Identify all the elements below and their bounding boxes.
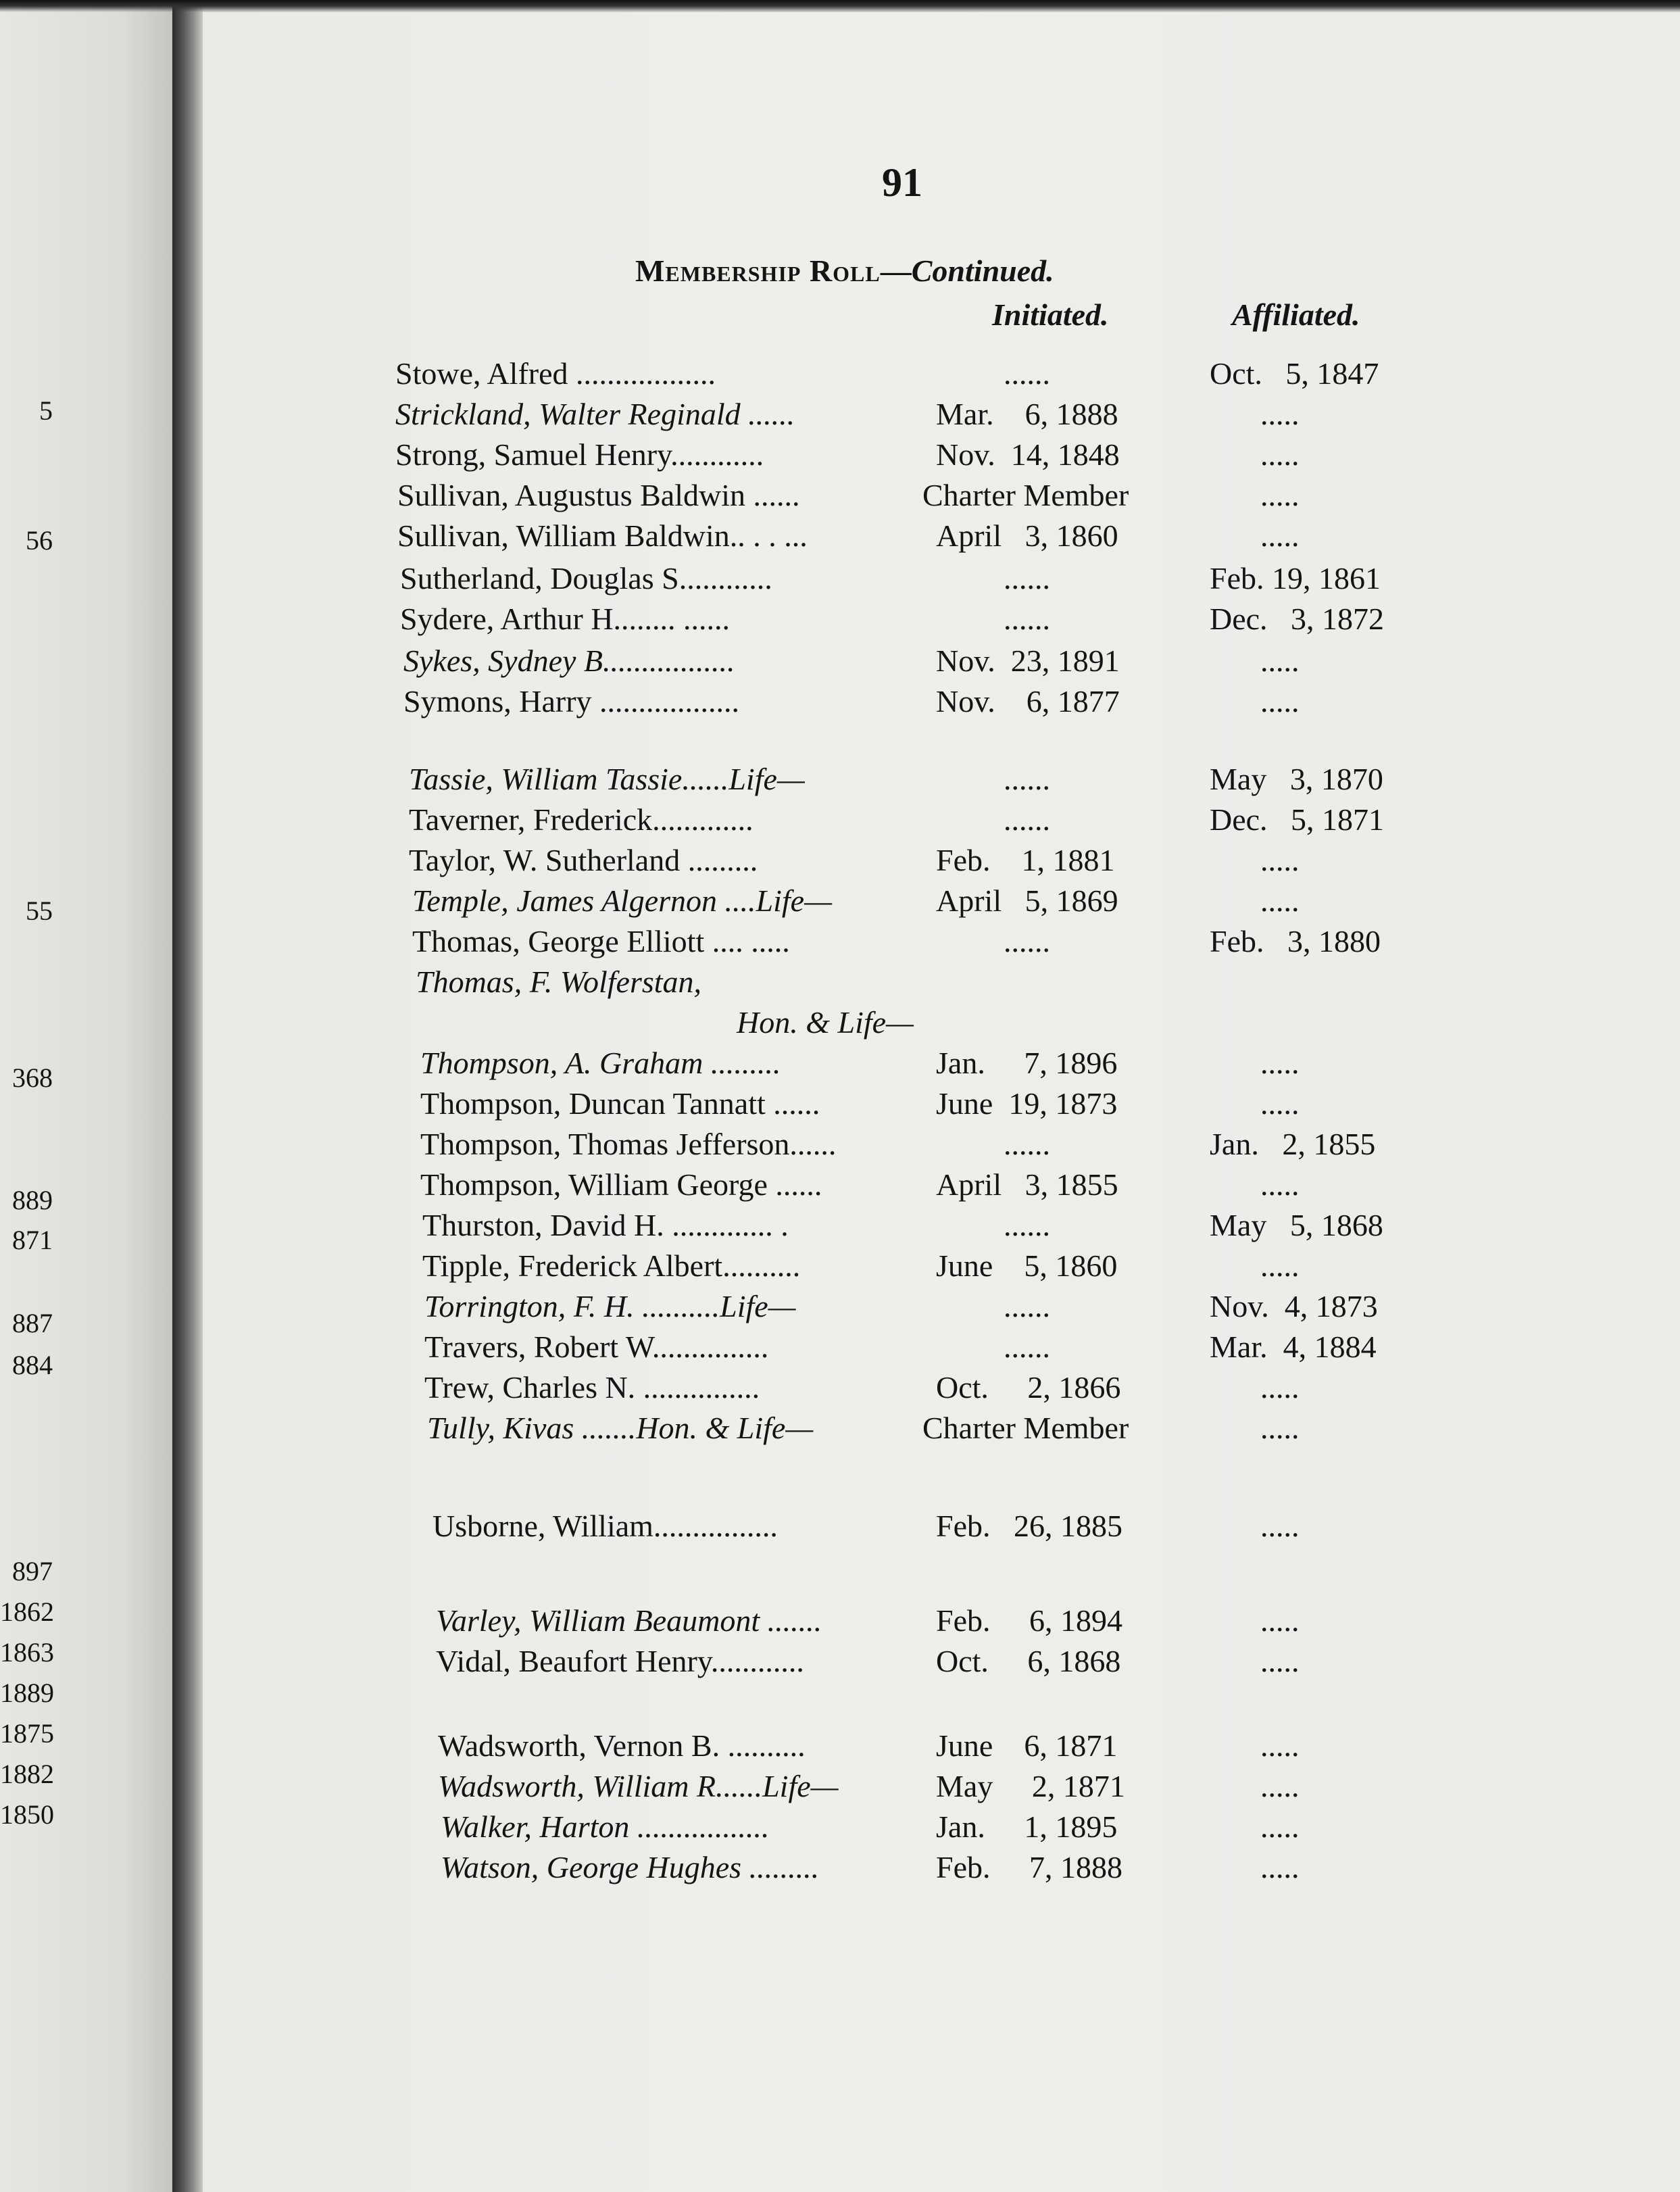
initiated-date: Nov. 6, 1877 <box>936 684 1120 719</box>
initiated-date: Mar. 6, 1888 <box>936 397 1118 431</box>
member-name: Temple, James Algernon ....Life— <box>412 883 832 918</box>
affiliated-date: ..... <box>1260 518 1300 553</box>
affiliated-date: Oct. 5, 1847 <box>1210 356 1379 391</box>
initiated-date: Nov. 14, 1848 <box>936 437 1120 472</box>
affiliated-date: Feb. 19, 1861 <box>1210 561 1381 595</box>
initiated-date: Feb. 1, 1881 <box>936 843 1115 877</box>
affiliated-date: ..... <box>1260 1046 1300 1080</box>
margin-number: 887 <box>12 1308 53 1338</box>
initiated-date: Oct. 6, 1868 <box>936 1644 1121 1678</box>
initiated-date: Feb. 6, 1894 <box>936 1603 1122 1638</box>
affiliated-date: ..... <box>1260 684 1300 719</box>
book-gutter <box>172 0 203 2192</box>
member-name: Thompson, William George ...... <box>420 1167 822 1202</box>
member-name: Sullivan, William Baldwin.. . . ... <box>397 518 808 553</box>
affiliated-date: May 3, 1870 <box>1210 762 1383 796</box>
initiated-date: ...... <box>1004 1127 1050 1161</box>
affiliated-date: ..... <box>1260 1769 1300 1803</box>
member-name: Thompson, Duncan Tannatt ...... <box>420 1086 820 1121</box>
affiliated-date: ..... <box>1260 1370 1300 1405</box>
member-name: Sutherland, Douglas S............ <box>400 561 772 595</box>
affiliated-date: ..... <box>1260 883 1300 918</box>
affiliated-date: ..... <box>1260 1728 1300 1763</box>
heading-title: Membership Roll <box>635 253 881 288</box>
affiliated-date: Feb. 3, 1880 <box>1210 924 1381 958</box>
initiated-date: May 2, 1871 <box>936 1769 1125 1803</box>
member-name: Wadsworth, William R......Life— <box>438 1769 839 1803</box>
affiliated-date: Jan. 2, 1855 <box>1210 1127 1376 1161</box>
member-name: Watson, George Hughes ......... <box>441 1850 820 1884</box>
affiliated-date: ..... <box>1260 1509 1300 1543</box>
margin-number: 1862 <box>0 1597 54 1627</box>
member-name: Walker, Harton ................. <box>441 1809 770 1844</box>
initiated-date: June 19, 1873 <box>936 1086 1118 1121</box>
member-name: Symons, Harry .................. <box>403 684 740 719</box>
affiliated-date: ..... <box>1260 1644 1300 1678</box>
affiliated-date: ..... <box>1260 397 1300 431</box>
initiated-date: April 5, 1869 <box>936 883 1118 918</box>
margin-number: 889 <box>12 1185 53 1215</box>
member-name: Vidal, Beaufort Henry............ <box>436 1644 804 1678</box>
heading-continued: Continued. <box>911 253 1054 288</box>
affiliated-date: May 5, 1868 <box>1210 1208 1383 1242</box>
affiliated-date: ..... <box>1260 1809 1300 1844</box>
affiliated-date: ..... <box>1260 1603 1300 1638</box>
margin-number: 1882 <box>0 1759 54 1789</box>
member-name: Tipple, Frederick Albert.......... <box>422 1248 801 1283</box>
initiated-date: Nov. 23, 1891 <box>936 643 1120 678</box>
margin-number: 1889 <box>0 1678 54 1708</box>
initiated-date: Charter Member <box>922 478 1129 512</box>
initiated-date: Charter Member <box>922 1411 1129 1445</box>
page-number: 91 <box>882 160 922 205</box>
initiated-date: ...... <box>1004 762 1050 796</box>
initiated-date: ...... <box>1004 602 1050 636</box>
initiated-date: June 6, 1871 <box>936 1728 1118 1763</box>
affiliated-date: ..... <box>1260 1850 1300 1884</box>
initiated-date: Jan. 1, 1895 <box>936 1809 1118 1844</box>
initiated-date: ...... <box>1004 356 1050 391</box>
margin-number: 884 <box>12 1350 53 1380</box>
heading-dash: — <box>880 253 912 288</box>
margin-number: 1863 <box>0 1637 54 1667</box>
initiated-date: April 3, 1860 <box>936 518 1118 553</box>
member-name: Taylor, W. Sutherland ......... <box>409 843 758 877</box>
affiliated-date: ..... <box>1260 643 1300 678</box>
affiliated-date: Dec. 5, 1871 <box>1210 802 1385 837</box>
member-name: Travers, Robert W............... <box>424 1330 769 1364</box>
member-name: Thomas, F. Wolferstan, <box>416 965 702 999</box>
member-name: Thompson, Thomas Jefferson...... <box>420 1127 837 1161</box>
margin-number: 368 <box>12 1063 53 1093</box>
margin-number: 871 <box>12 1225 53 1255</box>
initiated-date: Feb. 7, 1888 <box>936 1850 1122 1884</box>
margin-number: 55 <box>26 896 53 926</box>
member-name: Wadsworth, Vernon B. .......... <box>438 1728 806 1763</box>
page-heading <box>635 255 1176 287</box>
margin-number: 1850 <box>0 1799 54 1830</box>
scan-top-edge <box>0 0 1680 12</box>
margin-number: 5 <box>39 395 53 426</box>
member-name: Torrington, F. H. ..........Life— <box>424 1289 796 1323</box>
affiliated-date: ..... <box>1260 843 1300 877</box>
member-name: Stowe, Alfred .................. <box>395 356 716 391</box>
affiliated-date: Mar. 4, 1884 <box>1210 1330 1377 1364</box>
member-name: Tully, Kivas .......Hon. & Life— <box>427 1411 814 1445</box>
member-name: Strong, Samuel Henry............ <box>395 437 764 472</box>
member-name: Tassie, William Tassie......Life— <box>409 762 805 796</box>
initiated-date: Oct. 2, 1866 <box>936 1370 1121 1405</box>
initiated-date: April 3, 1855 <box>936 1167 1118 1202</box>
initiated-date: Jan. 7, 1896 <box>936 1046 1118 1080</box>
affiliated-date: ..... <box>1260 1086 1300 1121</box>
member-name: Taverner, Frederick............. <box>409 802 753 837</box>
member-name: Thomas, George Elliott .... ..... <box>412 924 790 958</box>
affiliated-date: ..... <box>1260 1248 1300 1283</box>
member-name: Trew, Charles N. ............... <box>424 1370 760 1405</box>
margin-number: 56 <box>26 525 53 556</box>
member-name: Thurston, David H. ............. . <box>422 1208 789 1242</box>
affiliated-date: ..... <box>1260 1167 1300 1202</box>
initiated-date: Feb. 26, 1885 <box>936 1509 1122 1543</box>
member-name: Sykes, Sydney B................. <box>403 643 735 678</box>
initiated-date: ...... <box>1004 561 1050 595</box>
left-page-fragment <box>0 0 172 2192</box>
member-name: Thompson, A. Graham ......... <box>420 1046 781 1080</box>
member-name: Sydere, Arthur H........ ...... <box>400 602 731 636</box>
initiated-date: ...... <box>1004 1289 1050 1323</box>
initiated-date: ...... <box>1004 1208 1050 1242</box>
column-header-affiliated: Affiliated. <box>1232 297 1360 332</box>
member-name: Strickland, Walter Reginald ...... <box>395 397 795 431</box>
initiated-date: ...... <box>1004 802 1050 837</box>
affiliated-date: Dec. 3, 1872 <box>1210 602 1385 636</box>
member-name: Varley, William Beaumont ....... <box>436 1603 822 1638</box>
margin-number: 1875 <box>0 1718 54 1749</box>
initiated-date: June 5, 1860 <box>936 1248 1118 1283</box>
affiliated-date: Nov. 4, 1873 <box>1210 1289 1378 1323</box>
member-name: Sullivan, Augustus Baldwin ...... <box>397 478 800 512</box>
member-name: Usborne, William................ <box>433 1509 778 1543</box>
initiated-date: ...... <box>1004 924 1050 958</box>
affiliated-date: ..... <box>1260 437 1300 472</box>
affiliated-date: ..... <box>1260 1411 1300 1445</box>
initiated-date: ...... <box>1004 1330 1050 1364</box>
margin-number: 897 <box>12 1556 53 1586</box>
affiliated-date: ..... <box>1260 478 1300 512</box>
member-status-line: Hon. & Life— <box>737 1005 914 1040</box>
column-header-initiated: Initiated. <box>992 297 1109 332</box>
